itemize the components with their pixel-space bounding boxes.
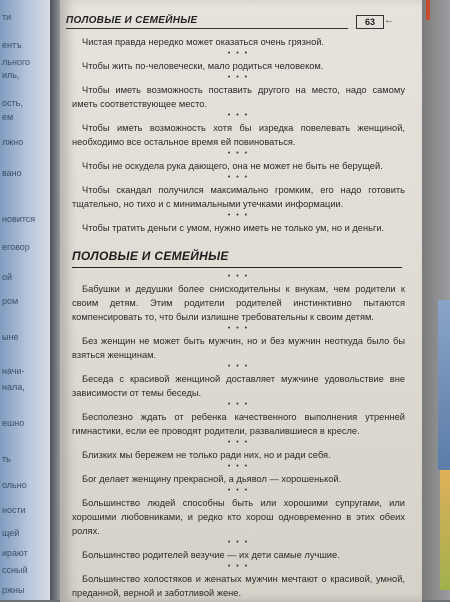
separator-stars: • • •: [227, 363, 250, 370]
quote-paragraph: Чтобы иметь возможность поставить другого на место, надо самому иметь соответствующее место.: [72, 85, 405, 109]
left-page-text-fragment: вано: [2, 168, 22, 178]
running-head: [66, 15, 406, 29]
section-heading: ПОЛОВЫЕ И СЕМЕЙНЫЕ: [72, 249, 229, 263]
left-page-text-fragment: ности: [2, 505, 26, 515]
separator-stars: • • •: [227, 487, 250, 494]
blue-cover-band: [438, 300, 450, 470]
quote-paragraph: Чтобы не оскудела рука дающего, она не может не быть не берущей.: [82, 161, 383, 171]
quote-paragraph: Беседа с красивой женщиной доставляет мужчине удовольствие вне зависимости от темы беседы.: [72, 374, 405, 398]
quote-paragraph: Чтобы скандал получился максимально громким, его надо готовить тщательно, но тихо и с минимальными утечками информации.: [72, 185, 405, 209]
quote-paragraph: Большинство людей способны быть или хорошими супругами, или хорошими любовниками, и редко кто хорош одновременно в этих обеих ролях.: [72, 498, 405, 536]
left-page-text-fragment: лжно: [2, 137, 24, 147]
page-content: [72, 35, 405, 600]
left-page-text-fragment: начи-: [2, 366, 25, 376]
left-page-edge: [0, 0, 52, 600]
quote-paragraph: Большинство холостяков и женатых мужчин мечтают о красивой, умной, преданной, верной и заботливой жене.: [72, 574, 405, 598]
quote-paragraph: Чистая правда нередко может оказаться очень грязной.: [82, 37, 325, 47]
running-head-title: ПОЛОВЫЕ И СЕМЕЙНЫЕ: [66, 15, 198, 26]
quote-paragraph: Чтобы тратить деньги с умом, нужно иметь не только ум, но и деньги.: [82, 223, 385, 233]
quote-paragraph: Без женщин не может быть мужчин, но и без мужчин неоткуда было бы взяться женщинам.: [72, 336, 405, 360]
quote-paragraph: Чтобы жить по-человечески, мало родиться человеком.: [82, 61, 324, 71]
quote-paragraph: Бесполезно ждать от ребенка качественного выполнения утренней гимнастики, если ее проводят родители, развалившиеся в кресле.: [72, 412, 405, 436]
left-page-text-fragment: новится: [2, 214, 36, 224]
left-page-text-fragment: ть: [2, 454, 11, 464]
left-page-text-fragment: еговор: [2, 242, 30, 252]
separator-stars: • • •: [227, 212, 250, 219]
left-page-text-fragment: ентъ: [2, 40, 22, 50]
left-page-text-fragment: ость,: [2, 98, 23, 108]
left-page-text-fragment: ольно: [2, 480, 27, 490]
left-page-text-fragment: ром: [2, 296, 19, 306]
left-page-text-fragment: ржны: [2, 585, 25, 595]
separator-stars: • • •: [227, 563, 250, 570]
left-page-text-fragment: ссный: [2, 565, 28, 575]
left-page-text-fragment: иль,: [2, 70, 20, 80]
separator-stars: • • •: [227, 401, 250, 408]
left-page-text-fragment: щей: [2, 528, 20, 538]
left-page-text-fragment: ешно: [2, 418, 25, 428]
separator-stars: • • •: [227, 174, 250, 181]
separator-stars: • • •: [227, 112, 250, 119]
separator-stars: • • •: [227, 439, 250, 446]
separator-stars: • • •: [227, 539, 250, 546]
separator-stars: • • •: [227, 463, 250, 470]
book-page: [60, 0, 422, 602]
left-page-text-fragment: ти: [2, 12, 12, 22]
quote-paragraph: Большинство родителей везучие — их дети самые лучшие.: [82, 550, 340, 560]
separator-stars: • • •: [227, 150, 250, 157]
left-page-text-fragment: ой: [2, 272, 13, 282]
orange-cover-band: [440, 470, 450, 590]
quote-paragraph: Бабушки и дедушки более снисходительны к внукам, чем родители к своим детям. Этим родители родителей инстинктивно пытаются компенсировать то, что были излишне требовательны к своим детям.: [72, 284, 405, 322]
arrow-left-icon: ←: [384, 15, 394, 26]
quote-paragraph: Чтобы иметь возможность хотя бы изредка повелевать женщиной, необходимо все остальное время ей повиноваться.: [72, 123, 405, 147]
separator-stars: • • •: [227, 273, 250, 280]
separator-stars: • • •: [227, 50, 250, 57]
page-number: 63: [356, 15, 384, 29]
quote-paragraph: Близких мы бережем не только ради них, но и ради себя.: [82, 450, 331, 460]
left-page-text-fragment: ем: [2, 112, 14, 122]
red-cover-edge: [426, 0, 430, 20]
left-page-text-fragment: льного: [2, 57, 31, 67]
section-rule: [72, 267, 402, 268]
separator-stars: • • •: [227, 74, 250, 81]
quote-paragraph: Бог делает женщину прекрасной, а дьявол — хорошенькой.: [82, 474, 342, 484]
left-page-text-fragment: нала,: [2, 382, 25, 392]
separator-stars: • • •: [227, 325, 250, 332]
left-page-text-fragment: ыне: [2, 332, 19, 342]
running-head-rule: [66, 28, 348, 29]
left-page-text-fragment: ирают: [2, 548, 28, 558]
